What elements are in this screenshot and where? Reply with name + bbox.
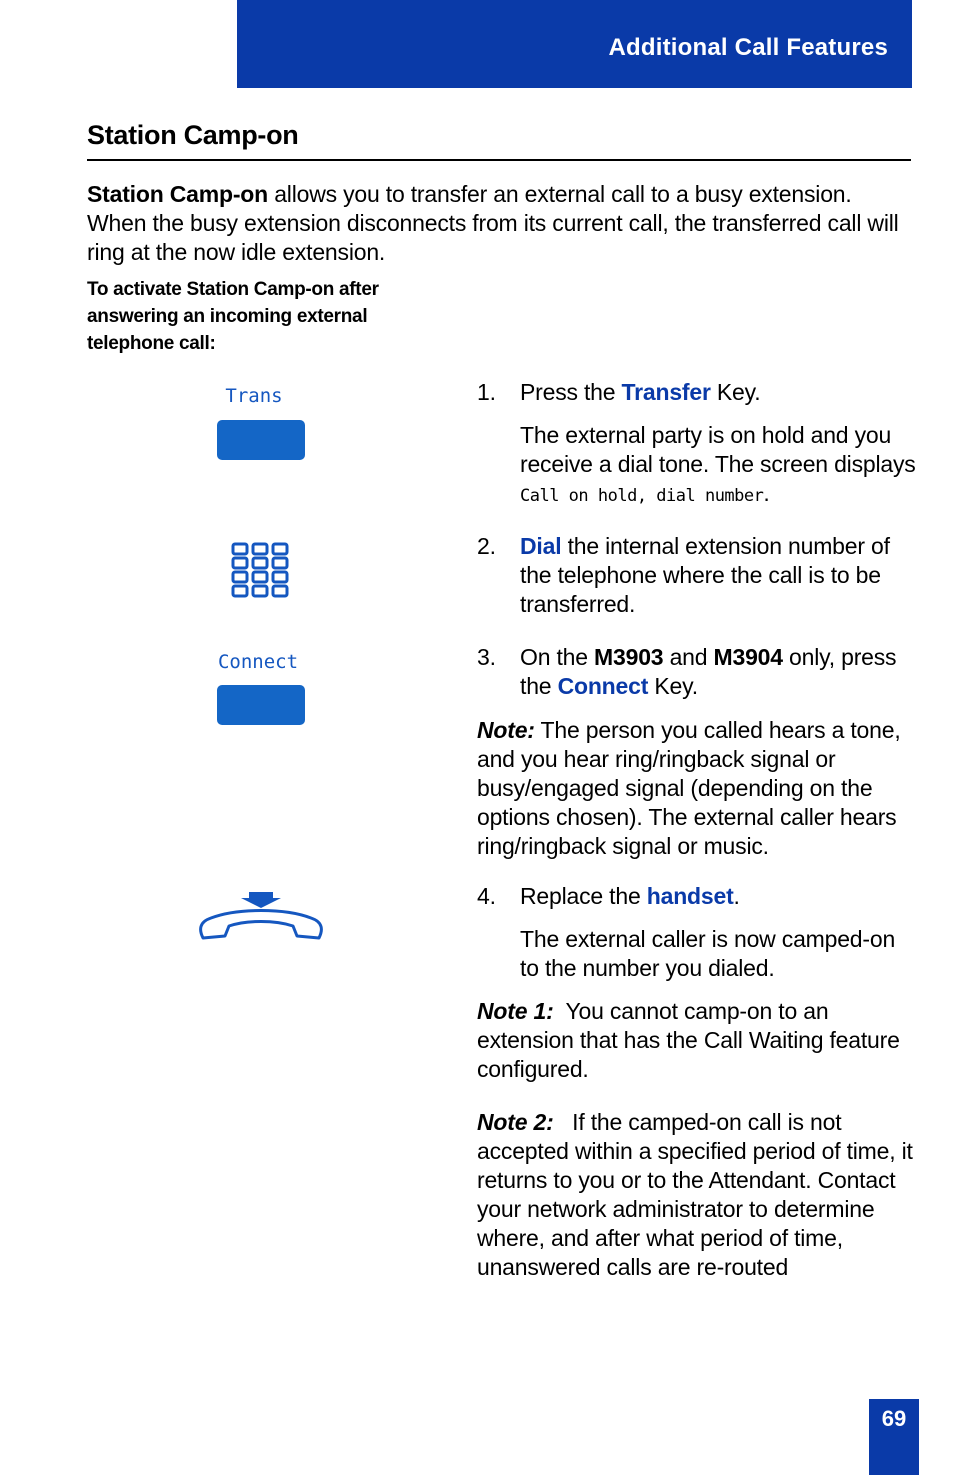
page-number: 69 [869,1399,919,1475]
note-2-text: If the camped-on call is not accepted within a specified period of time, it returns to you or to the Attendant. Contact your network administrator to determine where, and after what period of time, unanswered calls are re-routed [477,1109,919,1280]
note-label: Note: [477,717,535,743]
note-1-label: Note 1: [477,998,554,1024]
step-1-post: Key. [710,379,761,405]
step-3-post: Key. [648,673,698,699]
step-number: 4. [477,883,496,909]
step-2-post: the internal extension number of the telephone where the call is to be transferred. [520,533,890,617]
intro-term: Station Camp-on [87,181,268,207]
step-3-mid2: only, press the [520,644,897,699]
step-1-detail-end: . [763,480,770,506]
intro-paragraph [87,180,917,267]
note-1 [477,997,917,1084]
trans-softkey-label: Trans [225,385,283,407]
trans-softkey[interactable] [217,420,305,460]
note-2 [477,1108,917,1282]
instruction-heading: To activate Station Camp-on after answering an incoming external telephone call: [87,279,379,354]
chapter-title: Additional Call Features [608,34,888,61]
display-message: Call on hold, dial number [520,486,764,506]
step-2 [477,532,917,619]
header-band [237,0,912,88]
step-number: 3. [477,644,496,670]
connect-key-ref: Connect [557,673,649,699]
step-3-mid: and [663,644,714,670]
step-3 [477,643,917,701]
handset-icon [197,890,325,949]
section-title: Station Camp-on [87,120,299,150]
step-1-text [520,378,917,407]
step-1-detail [520,421,917,511]
note-1-text: You cannot camp-on to an extension that has the Call Waiting feature configured. [477,998,906,1082]
step-3-text [520,643,917,701]
model-m3904: M3904 [713,644,783,670]
section-rule [87,159,911,161]
step-1-pre: Press the [520,379,622,405]
dial-ref: Dial [520,533,562,559]
note-2-label: Note 2: [477,1109,554,1135]
step-4 [477,882,917,983]
step-2-text [520,532,917,619]
step-1 [477,378,917,511]
handset-icon-svg [197,890,325,944]
step-4-post: . [733,883,740,909]
transfer-key-ref: Transfer [621,379,711,405]
step-1-detail-text: The external party is on hold and you receive a dial tone. The screen displays [520,422,916,477]
intro-text: allows you to transfer an external call to a busy extension. When the busy extension disconnects from its current call, the transferred call will ring at the now idle extension. [87,181,899,265]
step-4-text [520,882,917,911]
model-m3903: M3903 [594,644,664,670]
step-number: 2. [477,533,496,559]
connect-softkey[interactable] [217,685,305,725]
step-4-pre: Replace the [520,883,647,909]
step-3-pre: On the [520,644,595,670]
note-text: The person you called hears a tone, and you hear ring/ringback signal or busy/engaged signal (depending on the options chosen). The external caller hears ring/ringback signal or music. [477,717,901,859]
step-number: 1. [477,379,496,405]
keypad-icon-svg [231,542,291,600]
step-4-detail: The external caller is now camped-on to the number you dialed. [520,926,896,981]
connect-softkey-label: Connect [217,651,299,673]
handset-ref: handset [646,883,734,909]
note [477,716,917,861]
keypad-icon [231,542,291,605]
